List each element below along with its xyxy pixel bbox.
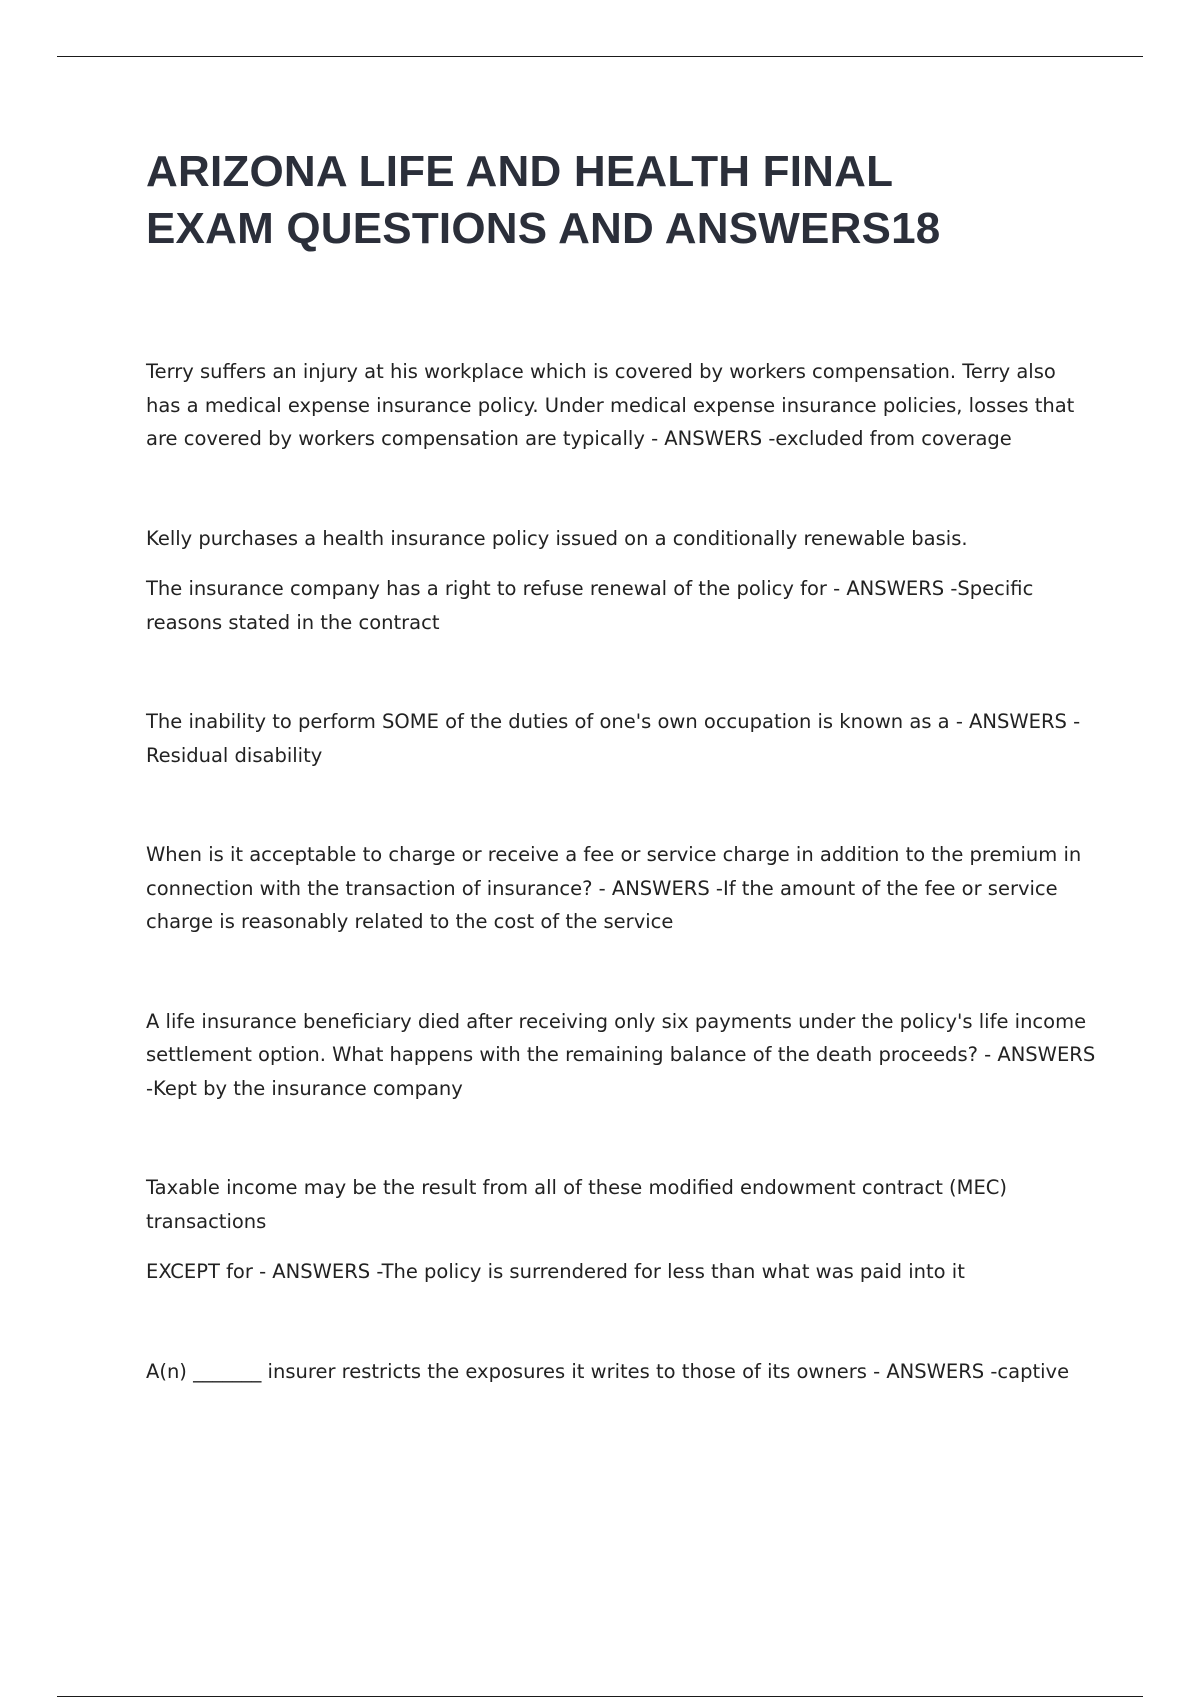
qa-text: A life insurance beneficiary died after receiving only six payments under the policy's life income settlement option. What happens with the remaining balance of the death proceeds? - ANSWERS -Kept by the insurance company (146, 1009, 1096, 1100)
qa-item (146, 355, 1096, 456)
qa-list (146, 355, 1096, 1388)
qa-item (146, 705, 1096, 772)
qa-text: EXCEPT for - ANSWERS -The policy is surrendered for less than what was paid into it (146, 1260, 965, 1283)
qa-text: A(n) _______ insurer restricts the exposures it writes to those of its owners - ANSWERS -captive (146, 1359, 1070, 1383)
document-body (146, 143, 1096, 1388)
qa-item (146, 1005, 1096, 1106)
document-title (146, 143, 1096, 257)
qa-text: Taxable income may be the result from all of these modified endowment contract (MEC) transactions (146, 1176, 1008, 1233)
title-line-1: ARIZONA LIFE AND HEALTH FINAL (146, 147, 894, 196)
qa-text: The inability to perform SOME of the duties of one's own occupation is known as a - ANSWERS -Residual disability (146, 710, 1081, 767)
qa-item (146, 1355, 1096, 1389)
qa-text: Kelly purchases a health insurance policy issued on a conditionally renewable basis. (146, 526, 968, 550)
bottom-divider (57, 1696, 1143, 1697)
qa-text: Terry suffers an injury at his workplace which is covered by workers compensation. Terry also has a medical expense insurance policy. Under medical expense insurance policies, losses that are covered by workers compensation are typically - ANSWERS -excluded from coverage (146, 360, 1075, 450)
qa-item (146, 838, 1096, 939)
top-divider (57, 56, 1143, 57)
qa-text: When is it acceptable to charge or receive a fee or service charge in addition to the premium in connection with the transaction of insurance? - ANSWERS -If the amount of the fee or service charge is reasonably related to the cost of the service (146, 843, 1082, 933)
title-line-2: EXAM QUESTIONS AND ANSWERS18 (146, 204, 941, 253)
qa-text: The insurance company has a right to refuse renewal of the policy for - ANSWERS -Specific reasons stated in the contract (146, 577, 1034, 634)
qa-item (146, 522, 1096, 640)
qa-item (146, 1171, 1096, 1289)
